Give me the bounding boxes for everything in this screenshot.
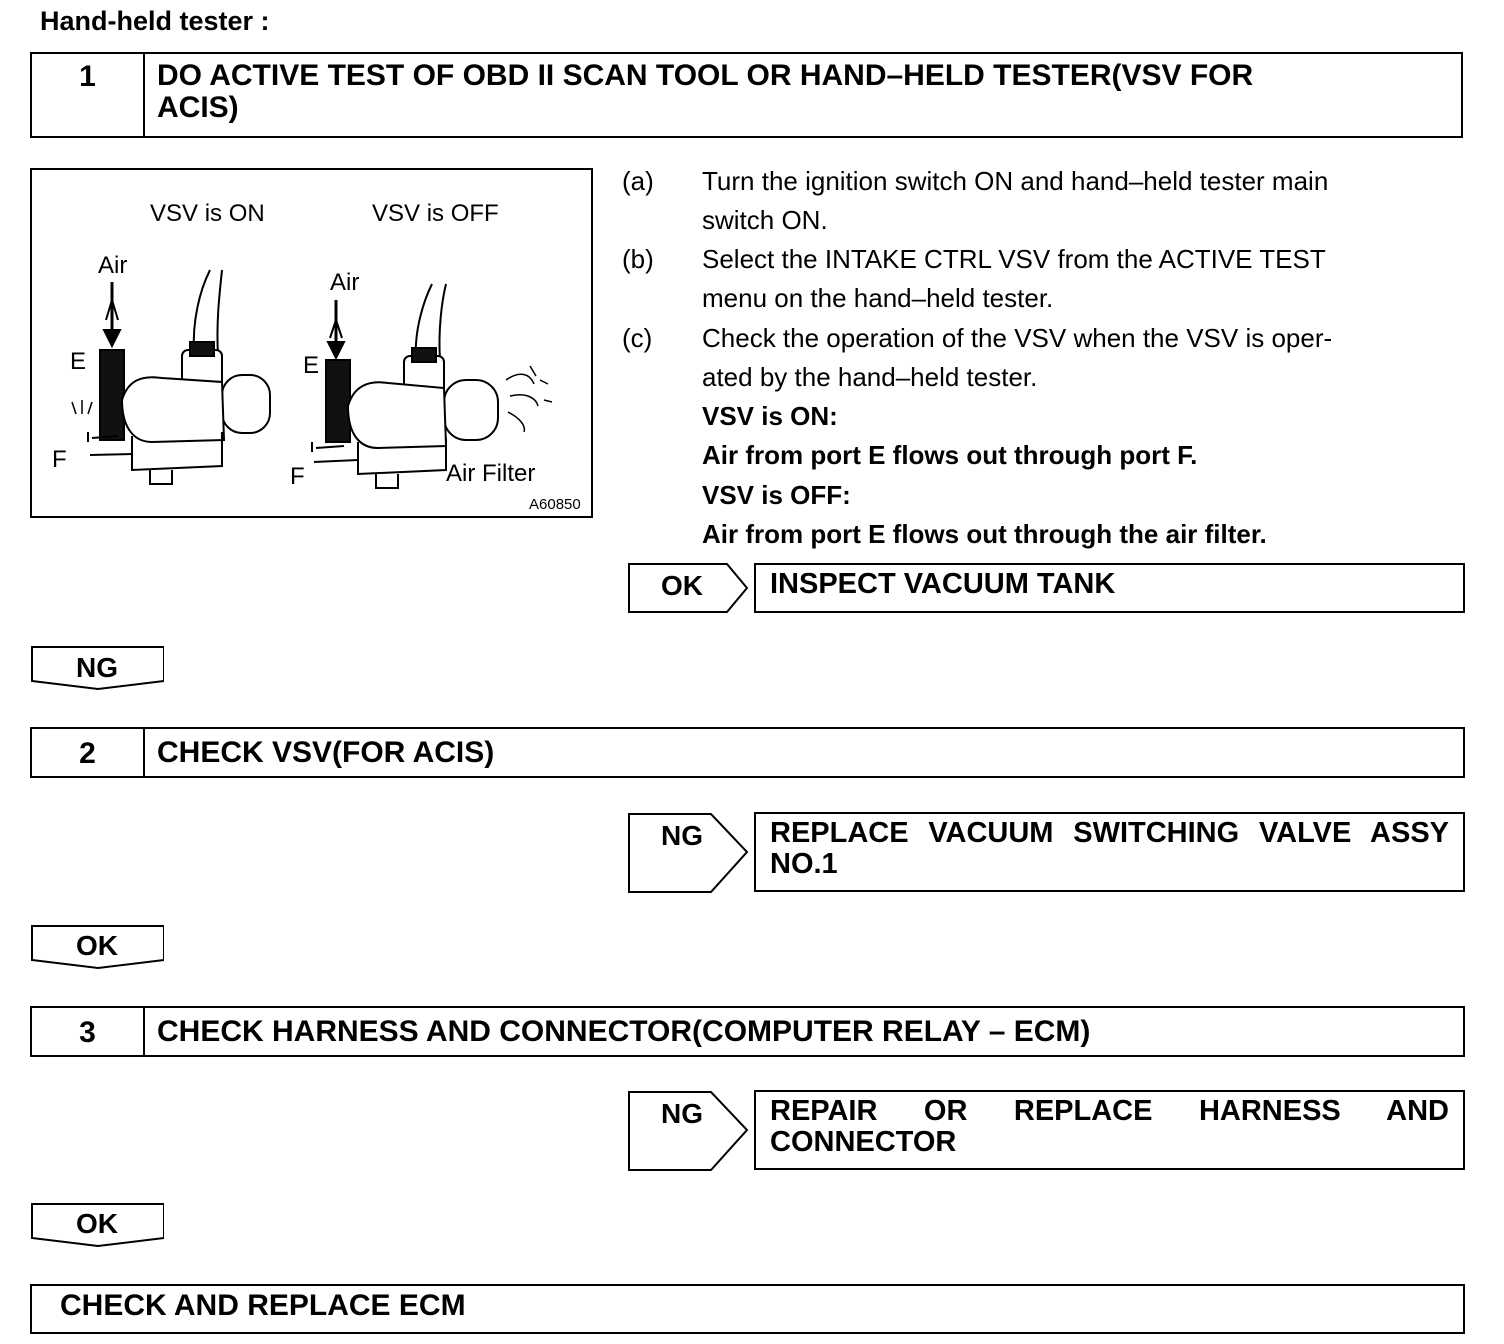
vsv-left-drawing <box>72 270 270 484</box>
instruction-c-line2: ated by the hand–held tester. <box>702 362 1038 392</box>
final-action-box <box>30 1284 1465 1334</box>
label-air-left: Air <box>98 252 128 279</box>
instruction-c-letter: (c) <box>622 323 653 353</box>
step-3-number: 3 <box>32 1008 145 1055</box>
label-f-right: F <box>290 463 305 490</box>
vsv-drawing <box>32 170 591 516</box>
result2-box <box>754 812 1465 892</box>
result1-arrow-label: OK <box>661 570 703 601</box>
instructions-block <box>622 162 1472 562</box>
figure-code: A60850 <box>529 496 581 513</box>
label-vsv-on: VSV is ON <box>150 200 265 227</box>
step-2-title: CHECK VSV(FOR ACIS) <box>157 736 495 769</box>
instruction-a-line2: switch ON. <box>702 205 828 235</box>
step-1-number: 1 <box>32 54 145 136</box>
instruction-b-line2: menu on the hand–held tester. <box>702 283 1054 313</box>
label-e-left: E <box>70 348 87 375</box>
label-vsv-off: VSV is OFF <box>372 200 499 227</box>
result1-text: INSPECT VACUUM TANK <box>770 568 1116 600</box>
vsv-off-label: VSV is OFF: <box>702 480 851 510</box>
instruction-b-line1: Select the INTAKE CTRL VSV from the ACTIVE TEST <box>702 244 1326 274</box>
instruction-a-line1: Turn the ignition switch ON and hand–held tester main <box>702 166 1329 196</box>
instruction-c-line1: Check the operation of the VSV when the VSV is oper- <box>702 323 1333 353</box>
result3-line1: REPAIR OR REPLACE HARNESS AND <box>770 1095 1449 1127</box>
vsv-off-text: Air from port E flows out through the air filter. <box>702 519 1267 549</box>
step-2-number: 2 <box>32 729 145 776</box>
result1-box <box>754 563 1465 613</box>
result2-line2: NO.1 <box>770 848 838 880</box>
instruction-a-letter: (a) <box>622 166 654 196</box>
page-heading: Hand-held tester : <box>40 6 270 36</box>
step-1-title-line2: ACIS) <box>157 91 239 124</box>
label-e-right: E <box>303 352 320 379</box>
result3-line2: CONNECTOR <box>770 1126 957 1158</box>
step-1-box <box>30 52 1463 138</box>
result3-box <box>754 1090 1465 1170</box>
vsv-on-text: Air from port E flows out through port F. <box>702 440 1198 470</box>
step-3-box <box>30 1006 1465 1057</box>
label-air-right: Air <box>330 269 360 296</box>
step-3-title: CHECK HARNESS AND CONNECTOR(COMPUTER RELAY – ECM) <box>157 1015 1091 1048</box>
step-1-title-line1: DO ACTIVE TEST OF OBD II SCAN TOOL OR HAND–HELD TESTER(VSV FOR <box>157 59 1254 92</box>
instruction-b-letter: (b) <box>622 244 654 274</box>
result3-arrow-label: NG <box>661 1098 703 1129</box>
result2-arrow-label: NG <box>661 820 703 851</box>
step-1-title <box>145 54 1461 136</box>
step-2-box <box>30 727 1465 778</box>
vsv-illustration <box>30 168 593 518</box>
label-air-filter: Air Filter <box>446 460 536 487</box>
label-f-left: F <box>52 446 67 473</box>
outcome3-label: OK <box>76 1208 118 1239</box>
vsv-on-label: VSV is ON: <box>702 401 838 431</box>
vsv-right-drawing <box>312 284 552 488</box>
result2-line1: REPLACE VACUUM SWITCHING VALVE ASSY <box>770 817 1449 849</box>
outcome1-label: NG <box>76 652 118 683</box>
final-action-text: CHECK AND REPLACE ECM <box>60 1289 466 1322</box>
outcome2-label: OK <box>76 930 118 961</box>
